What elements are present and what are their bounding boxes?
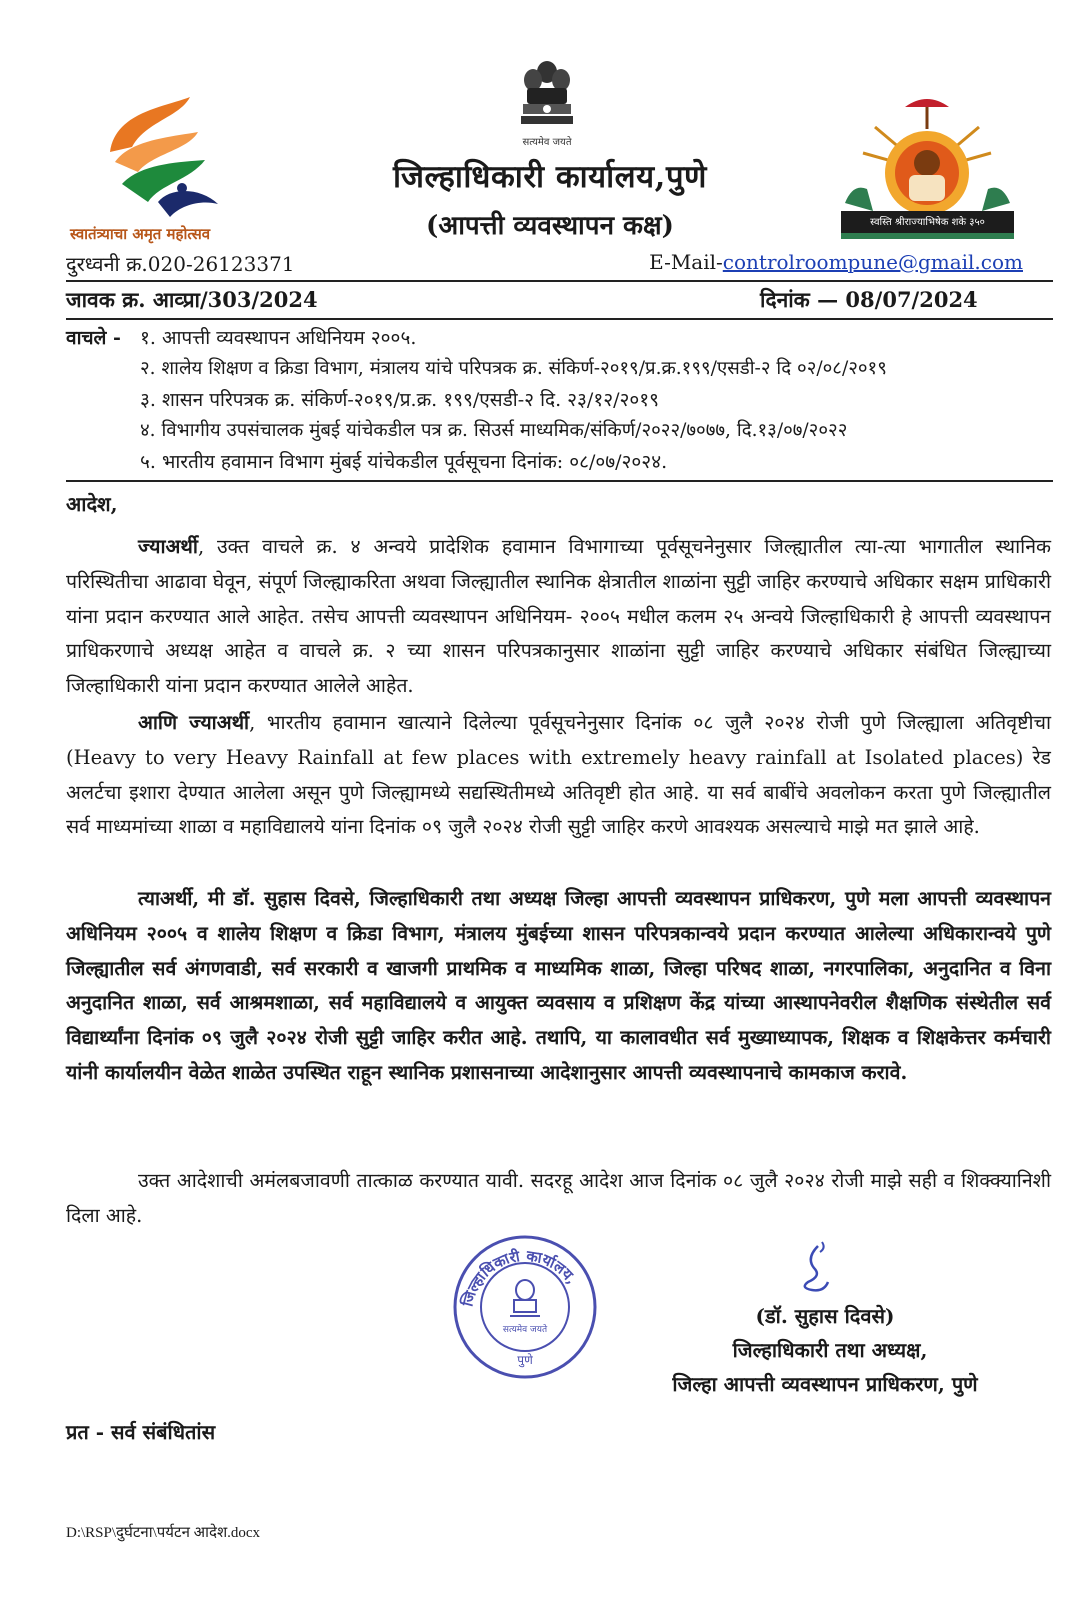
outward-number: जावक क्र. आव्प्रा/303/2024 xyxy=(66,287,318,312)
read-item-4: ४. विभागीय उपसंचालक मुंबई यांचेकडील पत्र क्र. सिउर्स माध्यमिक/संकिर्ण/२०२२/७०७७, दि.१३/०७/२०२२ xyxy=(140,420,848,441)
read-divider xyxy=(66,480,1053,482)
read-item-5: ५. भारतीय हवामान विभाग मुंबई यांचेकडील पूर्वसूचना दिनांक: ०८/०७/२०२४. xyxy=(140,451,668,473)
office-seal xyxy=(450,1232,600,1382)
seal-motto: सत्यमेव जयते xyxy=(502,1325,548,1335)
amrit-mahotsav-emblem-icon xyxy=(70,92,260,222)
signatory-name: (डॉ. सुहास दिवसे) xyxy=(755,1304,895,1328)
signatory-authority: जिल्हा आपत्ती व्यवस्थापन प्राधिकरण, पुणे xyxy=(672,1372,978,1396)
read-item-3: ३. शासन परिपत्रक क्र. संकिर्ण-२०१९/प्र.क्र. १९९/एसडी-२ दि. २३/१२/२०१९ xyxy=(140,389,660,411)
reference-divider xyxy=(66,318,1053,320)
email-line xyxy=(649,250,1023,274)
header-divider xyxy=(66,280,1053,282)
emblem-motto: सत्यमेव जयते xyxy=(522,137,572,148)
paragraph-2-text: , भारतीय हवामान खात्याने दिलेल्या पूर्वसूचनेनुसार दिनांक ०८ जुलै २०२४ रोजी पुणे जिल्ह्याला अतिवृष्टीचा (Heavy to very Heavy Rainfall at few places with extremely heavy rainfall at Isolated places) रेड अलर्टचा इशारा देण्यात आलेला असून पुणे जिल्ह्यामध्ये सद्यस्थितीमध्ये अतिवृष्टी होत आहे. या सर्व बाबींचे अवलोकन करता पुणे जिल्ह्यातील सर्व माध्यमांच्या शाळा व महाविद्यालये यांना दिनांक ०९ जुलै २०२४ रोजी सुट्टी जाहिर करणे आवश्यक असल्याचे माझे मत झाले आहे. xyxy=(66,711,1052,839)
handwritten-signature xyxy=(778,1238,858,1308)
order-paragraph-1 xyxy=(66,530,1051,704)
department-title: (आपत्ती व्यवस्थापन कक्ष) xyxy=(426,211,674,241)
file-path: D:\RSP\दुर्घटना\पर्यटन आदेश.docx xyxy=(66,1525,261,1541)
paragraph-2-lead: आणि ज्याअर्थी xyxy=(138,711,250,734)
email-link[interactable]: controlroompune@gmail.com xyxy=(722,250,1023,274)
seal-ring-text: जिल्हाधिकारी कार्यालय, xyxy=(458,1246,581,1309)
read-label: वाचले - xyxy=(66,327,121,349)
read-item-1: १. आपत्ती व्यवस्थापन अधिनियम २००५. xyxy=(140,327,417,349)
seal-city: पुणे xyxy=(517,1353,533,1367)
office-title: जिल्हाधिकारी कार्यालय,पुणे xyxy=(393,159,707,195)
email-label: E-Mail- xyxy=(649,250,723,274)
national-emblem xyxy=(506,58,588,150)
copy-to: प्रत - सर्व संबंधितांस xyxy=(66,1420,216,1444)
shivrajyabhishek-logo xyxy=(835,93,1020,243)
paragraph-1-lead: ज्याअर्थी xyxy=(138,535,198,558)
shivrajyabhishek-caption: स्वस्ति श्रीराज्याभिषेक शके ३५० xyxy=(870,217,985,228)
order-paragraph-2 xyxy=(66,706,1051,845)
letter-date: दिनांक — 08/07/2024 xyxy=(760,287,978,312)
order-heading: आदेश, xyxy=(66,492,118,516)
amrit-mahotsav-logo xyxy=(70,92,260,242)
seal-emblem-icon xyxy=(510,1280,540,1316)
phone-number: दुरध्वनी क्र.020-26123371 xyxy=(66,252,295,276)
order-paragraph-3: त्याअर्थी, मी डॉ. सुहास दिवसे, जिल्हाधिकारी तथा अध्यक्ष जिल्हा आपत्ती व्यवस्थापन प्राधिकरण, पुणे मला आपत्ती व्यवस्थापन अधिनियम २००५ व शालेय शिक्षण व क्रिडा विभाग, मंत्रालय मुंबईच्या शासन परिपत्रकान्वये प्रदान करण्यात आलेल्या अधिकारान्वये पुणे जिल्ह्यातील सर्व अंगणवाडी, सर्व सरकारी व खाजगी प्राथमिक व माध्यमिक शाळा, जिल्हा परिषद शाळा, नगरपालिका, अनुदानित व विना अनुदानित शाळा, सर्व आश्रमशाळा, सर्व महाविद्यालये व आयुक्त व्यवसाय व प्रशिक्षण केंद्र यांच्या आस्थापनेवरील शैक्षणिक संस्थेतील सर्व विद्यार्थ्यांना दिनांक ०९ जुलै २०२४ रोजी सुट्टी जाहिर करीत आहे. तथापि, या कालावधीत सर्व मुख्याध्यापक, शिक्षक व शिक्षकेत्तर कर्मचारी यांनी कार्यालयीन वेळेत शाळेत उपस्थित राहून स्थानिक प्रशासनाच्या आदेशानुसार आपत्ती व्यवस्थापनाचे कामकाज करावे. xyxy=(66,887,1051,1084)
signatory-designation: जिल्हाधिकारी तथा अध्यक्ष, xyxy=(732,1338,928,1362)
order-paragraph-4: उक्त आदेशाची अमंलबजावणी तात्काळ करण्यात यावी. सदरहू आदेश आज दिनांक ०८ जुलै २०२४ रोजी माझे सही व शिक्क्यानिशी दिला आहे. xyxy=(66,1169,1051,1227)
paragraph-1-text: , उक्त वाचले क्र. ४ अन्वये प्रादेशिक हवामान विभागाच्या पूर्वसूचनेनुसार जिल्ह्यातील त्या-त्या भागातील स्थानिक परिस्थितीचा आढावा घेवून, संपूर्ण जिल्ह्याकरिता अथवा जिल्ह्यातील स्थानिक क्षेत्रातील शाळांना सुट्टी जाहिर करण्याचे अधिकार सक्षम प्राधिकारी यांना प्रदान करण्यात आले आहेत. तसेच आपत्ती व्यवस्थापन अधिनियम- २००५ मधील कलम २५ अन्वये जिल्हाधिकारी हे आपत्ती व्यवस्थापन प्राधिकरणाचे अध्यक्ष आहेत व वाचले क्र. २ च्या शासन परिपत्रकानुसार शाळांना सुट्टी जाहिर करण्याचे अधिकार संबंधित जिल्ह्याच्या जिल्हाधिकारी यांना प्रदान करण्यात आलेले आहेत. xyxy=(66,535,1051,698)
read-item-2: २. शालेय शिक्षण व क्रिडा विभाग, मंत्रालय यांचे परिपत्रक क्र. संकिर्ण-२०१९/प्र.क्र.१९९/एसडी-२ दि ०२/०८/२०१९ xyxy=(140,358,887,379)
amrit-mahotsav-caption: स्वातंत्र्याचा अमृत महोत्सव xyxy=(70,225,211,243)
lion-capital-icon xyxy=(515,58,579,130)
